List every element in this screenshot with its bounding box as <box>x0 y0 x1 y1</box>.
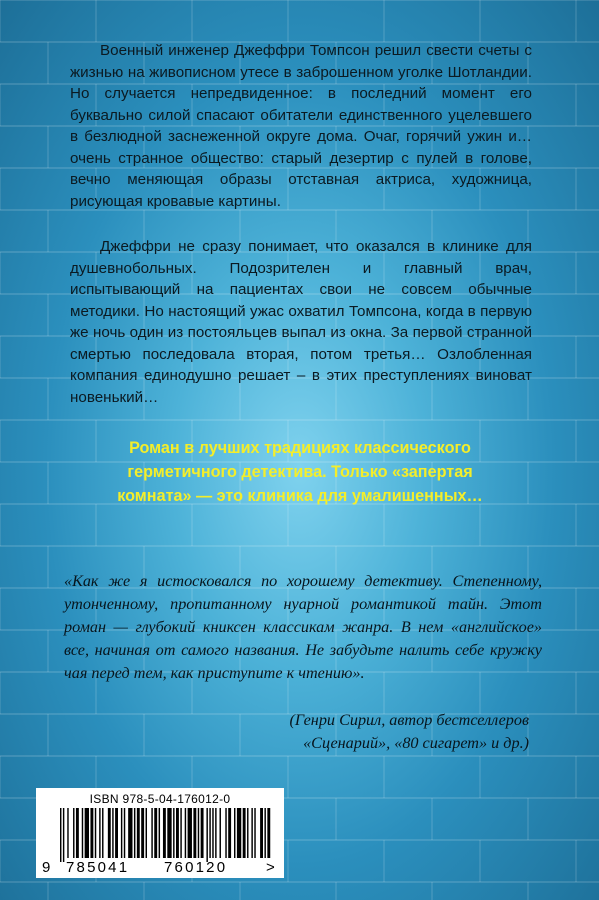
review-attribution <box>290 709 530 755</box>
barcode-left-digits: 785041 <box>66 859 130 876</box>
tagline <box>60 436 540 508</box>
barcode-quiet-mark: > <box>266 859 275 876</box>
isbn-label: ISBN 978-5-04-176012-0 <box>89 792 231 806</box>
tagline-line-2: герметичного детектива. Только «запертая <box>127 463 473 481</box>
description-paragraph-1: Военный инженер Джеффри Томпсон решил свести счеты с жизнью на живописном утесе в заброшенном уголке Шотландии. Но случается непредвиденное: в последний момент его буквально силой спасают обитатели единственного уцелевшего в безлюдной заснеженной округе дома. Очаг, горячий ужин и… очень странное общество: старый дезертир с пулей в голове, вечно меняющая образы отставная актриса, художница, рисующая кровавые картины. <box>70 42 532 210</box>
description-paragraph-2: Джеффри не сразу понимает, что оказался в клинике для душевнобольных. Подозрителен и главный врач, испытывающий на пациентах свои не совсем обычные методики. Но настоящий ужас охватил Томпсона, когда в первую же ночь один из постояльцев выпал из окна. За первой странной смертью последовала вторая, потом третья… Озлобленная компания единодушно решает – в этих преступлениях виноват новенький… <box>70 238 532 406</box>
attribution-line-1: (Генри Сирил, автор бестселлеров <box>289 711 529 729</box>
isbn-barcode <box>36 788 284 878</box>
tagline-line-1: Роман в лучших традициях классического <box>129 439 471 457</box>
tagline-line-3: комната» — это клиника для умалишенных… <box>117 487 483 505</box>
review-quote: «Как же я истосковался по хорошему детективу. Степенному, утонченному, пропитанному нуарной романтикой тайн. Этот роман — глубокий книксен классикам жанра. В нем «английское» все, начиная от самого названия. Не забудьте налить себе кружку чая перед тем, как приступите к чтению». <box>64 572 542 682</box>
attribution-line-2: «Сценарий», «80 сигарет» и др.) <box>303 734 529 752</box>
barcode-lead-digit: 9 <box>42 859 53 876</box>
barcode-right-digits: 760120 <box>164 859 228 876</box>
